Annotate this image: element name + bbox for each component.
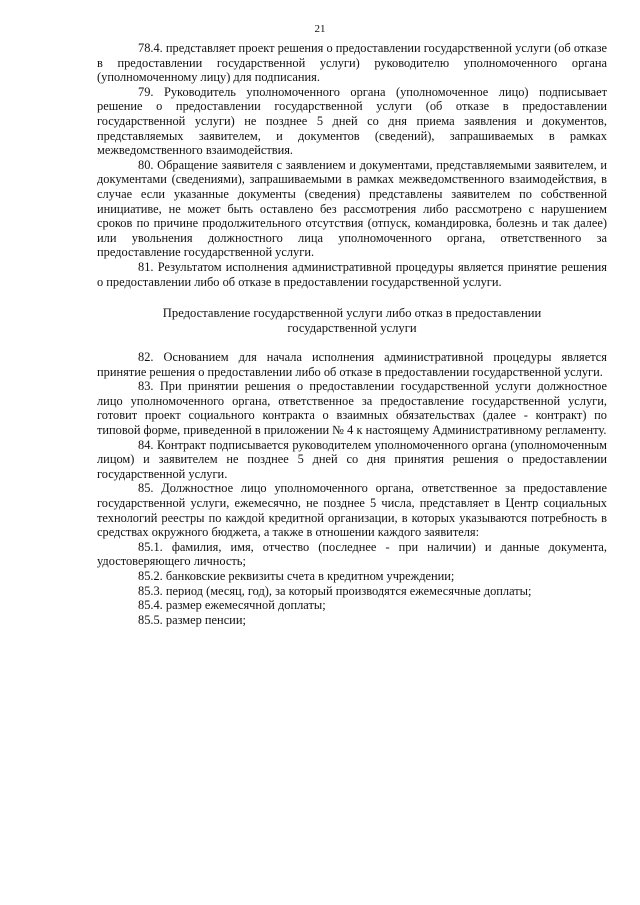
paragraph-84: 84. Контракт подписывается руководителем уполномоченного органа (уполномоченным лицом) и заявителем не позднее 5 дней со дня принятия решения о предоставлении государственной услуги. [97, 437, 607, 481]
paragraph-82: 82. Основанием для начала исполнения административной процедуры является принятие решения о предоставлении либо об отказе в предоставлении государственной услуги. [97, 350, 607, 379]
paragraph-85: 85. Должностное лицо уполномоченного органа, ответственное за предоставление государственной услуги, ежемесячно, не позднее 5 числа, представляет в Центр социальных технологий реестры по каждой кредитной организации, в которых указываются потребность в средствах окружного бюджета, а также в отношении каждого заявителя: [97, 481, 607, 540]
list-item-85-2: 85.2. банковские реквизиты счета в кредитном учреждении; [138, 569, 455, 583]
page-number: 21 [314, 23, 326, 35]
paragraph-80: 80. Обращение заявителя с заявлением и документами, представляемыми заявителем, и документами (сведениями), запрашиваемыми в рамках межведомственного взаимодействия, в случае если указанные документы (сведения) представлены заявителем по собственной инициативе, не может быть оставлено без рассмотрения либо рассмотрено с нарушением сроков по причине продолжительного отсутствия (отпуск, командировка, болезнь и так далее) или увольнения должностного лица уполномоченного органа, ответственного за предоставление государственной услуги. [97, 157, 607, 260]
section-heading: Предоставление государственной услуги либо отказ в предоставлении государственной услуги [162, 306, 542, 336]
list-item-85-5: 85.5. размер пенсии; [138, 612, 246, 627]
document-body [97, 41, 607, 627]
paragraph-83: 83. При принятии решения о предоставлении государственной услуги должностное лицо уполномоченного органа, ответственное за предоставление государственной услуги, готовит проект социального контракта о взаимных обязательствах (далее - контракт) по типовой форме, приведенной в приложении № 4 к настоящему Административному регламенту. [97, 379, 607, 438]
paragraph-81: 81. Результатом исполнения административной процедуры является принятие решения о предоставлении либо об отказе в предоставлении государственной услуги. [97, 259, 607, 289]
list-item-85-4: 85.4. размер ежемесячной доплаты; [138, 598, 326, 613]
paragraph-78-4: 78.4. представляет проект решения о предоставлении государственной услуги (об отказе в предоставлении государственной услуги) руководителю уполномоченного органа (уполномоченному лицу) для подписания. [97, 41, 607, 85]
list-item-85-1: 85.1. фамилия, имя, отчество (последнее - при наличии) и данные документа, удостоверяющего личность; [97, 539, 607, 569]
paragraph-79: 79. Руководитель уполномоченного органа (уполномоченное лицо) подписывает решение о предоставлении государственной услуги (об отказе в предоставлении государственной услуги) не позднее 5 дней со дня приема заявления и документов, представляемых заявителем, и документов (сведений), запрашиваемых в рамках межведомственного взаимодействия. [97, 84, 607, 158]
list-item-85-3: 85.3. период (месяц, год), за который производятся ежемесячные доплаты; [138, 583, 532, 598]
